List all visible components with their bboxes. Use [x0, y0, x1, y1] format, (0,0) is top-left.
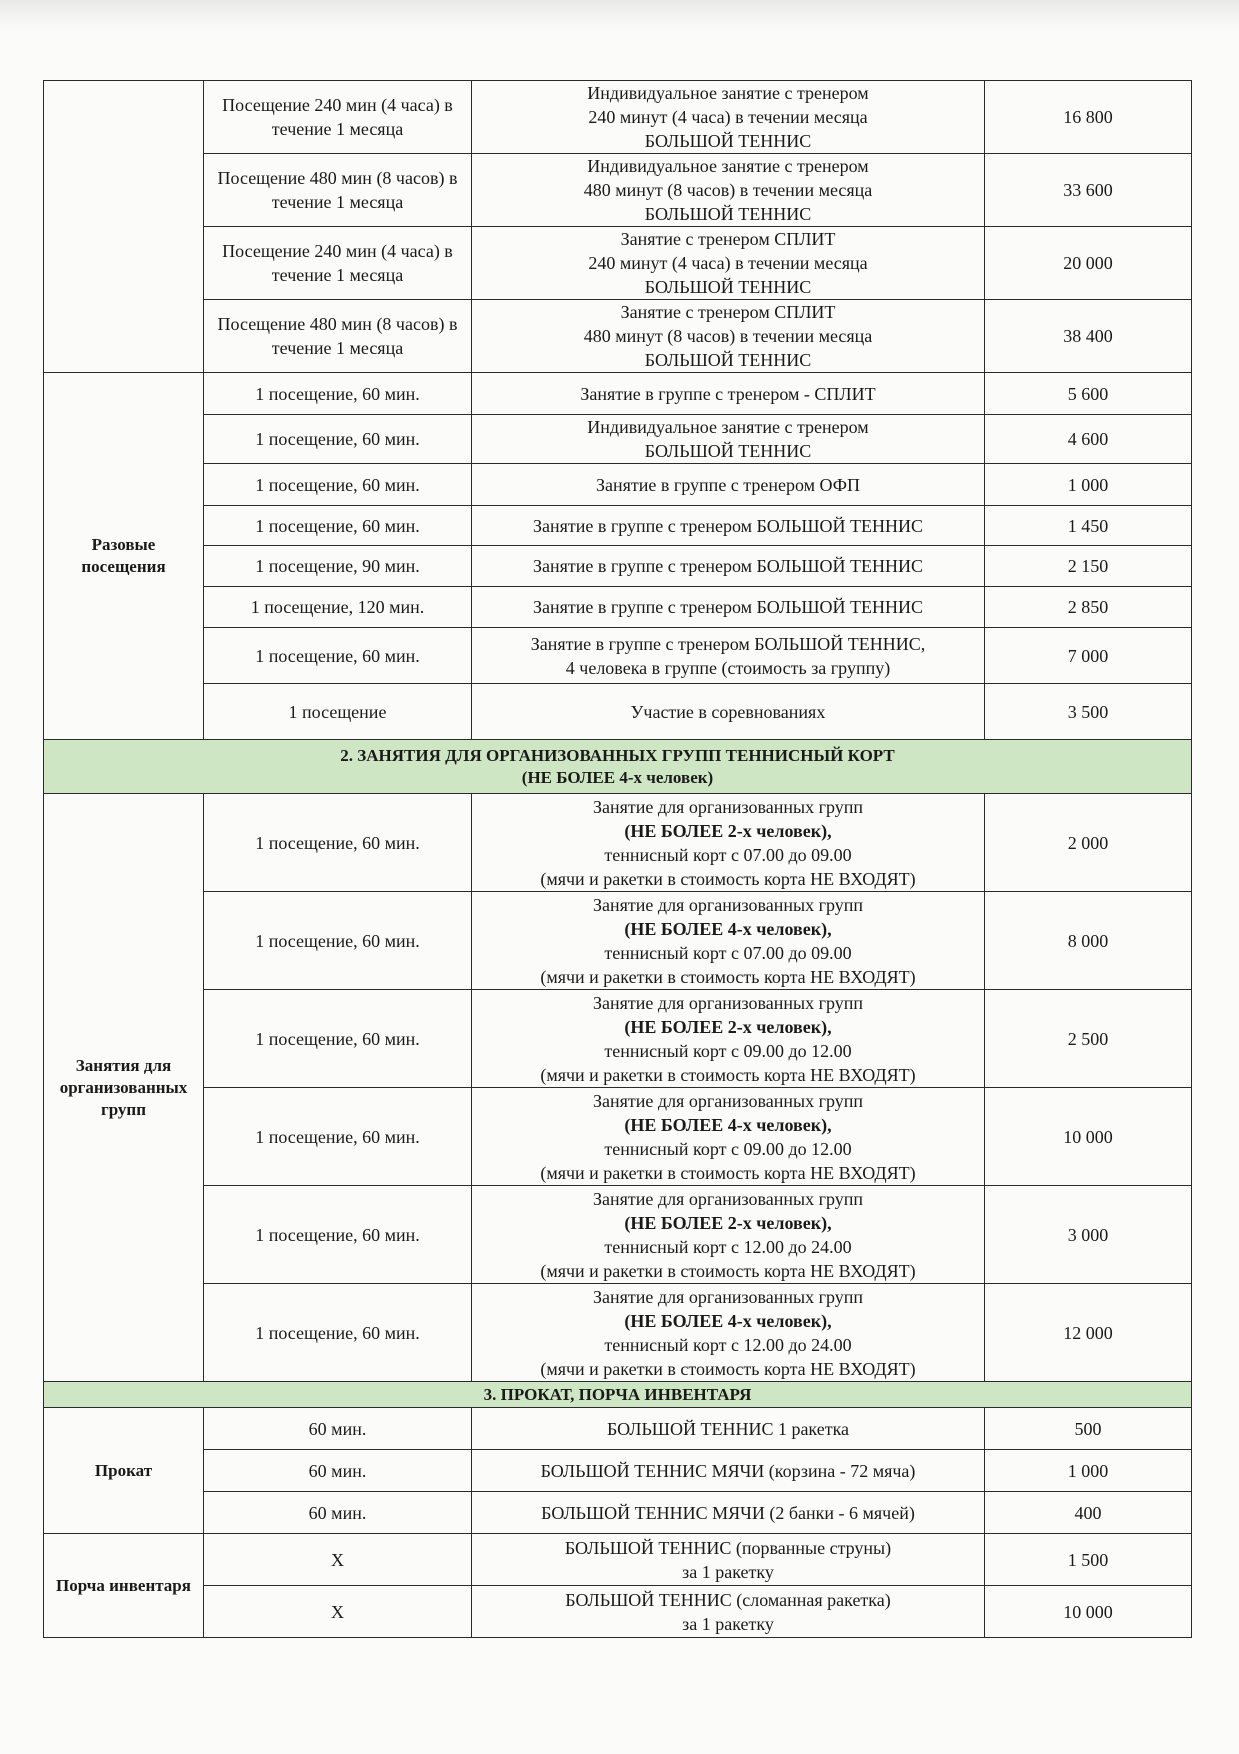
price-cell: 10 000 [985, 1088, 1192, 1186]
table-row [44, 1534, 1192, 1586]
duration-cell: 1 посещение, 60 мин. [204, 506, 472, 546]
table-row [44, 373, 1192, 415]
price-cell: 400 [985, 1492, 1192, 1534]
duration-cell: 1 посещение, 60 мин. [204, 415, 472, 464]
service-cell: БОЛЬШОЙ ТЕННИС (порванные струны) за 1 ракетку [472, 1534, 985, 1586]
price-cell: 1 000 [985, 464, 1192, 506]
table-row [44, 227, 1192, 300]
service-cell: Занятие для организованных групп (НЕ БОЛЕЕ 4-х человек), теннисный корт с 12.00 до 24.00 (мячи и ракетки в стоимость корта НЕ ВХОДЯТ) [472, 1284, 985, 1382]
duration-cell: 1 посещение, 60 мин. [204, 1186, 472, 1284]
table-row [44, 154, 1192, 227]
duration-cell: 60 мин. [204, 1492, 472, 1534]
service-cell: Занятие для организованных групп (НЕ БОЛЕЕ 2-х человек), теннисный корт с 09.00 до 12.00 (мячи и ракетки в стоимость корта НЕ ВХОДЯТ) [472, 990, 985, 1088]
price-cell: 8 000 [985, 892, 1192, 990]
service-cell: БОЛЬШОЙ ТЕННИС МЯЧИ (корзина - 72 мяча) [472, 1450, 985, 1492]
service-cell: БОЛЬШОЙ ТЕННИС 1 ракетка [472, 1408, 985, 1450]
category-damage: Порча инвентаря [44, 1534, 204, 1638]
service-cell: Занятие для организованных групп (НЕ БОЛЕЕ 2-х человек), теннисный корт с 07.00 до 09.00 (мячи и ракетки в стоимость корта НЕ ВХОДЯТ) [472, 794, 985, 892]
table-row [44, 1586, 1192, 1638]
duration-cell: Х [204, 1534, 472, 1586]
category-org-groups: Занятия для организованных групп [44, 794, 204, 1382]
duration-cell: 1 посещение, 60 мин. [204, 628, 472, 684]
category-cell-empty [44, 81, 204, 373]
table-row [44, 81, 1192, 154]
price-cell: 1 500 [985, 1534, 1192, 1586]
table-row [44, 415, 1192, 464]
duration-cell: 60 мин. [204, 1450, 472, 1492]
duration-cell: 1 посещение, 60 мин. [204, 1284, 472, 1382]
table-row [44, 1186, 1192, 1284]
service-cell: Индивидуальное занятие с тренером 480 минут (8 часов) в течении месяца БОЛЬШОЙ ТЕННИС [472, 154, 985, 227]
table-row [44, 1408, 1192, 1450]
duration-cell: 1 посещение, 60 мин. [204, 373, 472, 415]
service-cell: Занятие для организованных групп (НЕ БОЛЕЕ 2-х человек), теннисный корт с 12.00 до 24.00 (мячи и ракетки в стоимость корта НЕ ВХОДЯТ) [472, 1186, 985, 1284]
price-cell: 38 400 [985, 300, 1192, 373]
duration-cell: Посещение 240 мин (4 часа) в течение 1 месяца [204, 227, 472, 300]
duration-cell: 1 посещение, 90 мин. [204, 546, 472, 587]
service-cell: Занятие в группе с тренером БОЛЬШОЙ ТЕННИС, 4 человека в группе (стоимость за группу) [472, 628, 985, 684]
service-cell: Занятие для организованных групп (НЕ БОЛЕЕ 4-х человек), теннисный корт с 07.00 до 09.00 (мячи и ракетки в стоимость корта НЕ ВХОДЯТ) [472, 892, 985, 990]
service-cell: Занятие для организованных групп (НЕ БОЛЕЕ 4-х человек), теннисный корт с 09.00 до 12.00 (мячи и ракетки в стоимость корта НЕ ВХОДЯТ) [472, 1088, 985, 1186]
duration-cell: Посещение 480 мин (8 часов) в течение 1 месяца [204, 154, 472, 227]
table-row [44, 1492, 1192, 1534]
duration-cell: 1 посещение, 60 мин. [204, 794, 472, 892]
duration-cell: 60 мин. [204, 1408, 472, 1450]
duration-cell: 1 посещение, 60 мин. [204, 464, 472, 506]
service-cell: Занятие с тренером СПЛИТ 480 минут (8 часов) в течении месяца БОЛЬШОЙ ТЕННИС [472, 300, 985, 373]
section-header-3 [44, 1382, 1192, 1408]
service-cell: БОЛЬШОЙ ТЕННИС (сломанная ракетка) за 1 ракетку [472, 1586, 985, 1638]
price-cell: 2 000 [985, 794, 1192, 892]
service-cell: Участие в соревнованиях [472, 684, 985, 740]
category-single-visits: Разовые посещения [44, 373, 204, 740]
table-row [44, 892, 1192, 990]
price-cell: 2 150 [985, 546, 1192, 587]
table-row [44, 1284, 1192, 1382]
price-cell: 3 000 [985, 1186, 1192, 1284]
duration-cell: Посещение 480 мин (8 часов) в течение 1 месяца [204, 300, 472, 373]
price-cell: 12 000 [985, 1284, 1192, 1382]
price-cell: 4 600 [985, 415, 1192, 464]
table-row [44, 464, 1192, 506]
price-cell: 20 000 [985, 227, 1192, 300]
table-row [44, 506, 1192, 546]
price-cell: 1 450 [985, 506, 1192, 546]
service-cell: Занятие в группе с тренером - СПЛИТ [472, 373, 985, 415]
table-row [44, 990, 1192, 1088]
price-cell: 500 [985, 1408, 1192, 1450]
service-cell: Занятие в группе с тренером БОЛЬШОЙ ТЕННИС [472, 546, 985, 587]
price-table [43, 80, 1192, 1638]
duration-cell: Посещение 240 мин (4 часа) в течение 1 месяца [204, 81, 472, 154]
duration-cell: Х [204, 1586, 472, 1638]
section-title: 2. ЗАНЯТИЯ ДЛЯ ОРГАНИЗОВАННЫХ ГРУПП ТЕННИСНЫЙ КОРТ (НЕ БОЛЕЕ 4-х человек) [44, 740, 1192, 794]
service-cell: Индивидуальное занятие с тренером БОЛЬШОЙ ТЕННИС [472, 415, 985, 464]
service-cell: Занятие в группе с тренером ОФП [472, 464, 985, 506]
service-cell: Занятие с тренером СПЛИТ 240 минут (4 часа) в течении месяца БОЛЬШОЙ ТЕННИС [472, 227, 985, 300]
duration-cell: 1 посещение, 60 мин. [204, 1088, 472, 1186]
scan-top-shading [0, 0, 1239, 30]
table-row [44, 684, 1192, 740]
table-row [44, 628, 1192, 684]
price-cell: 5 600 [985, 373, 1192, 415]
price-cell: 7 000 [985, 628, 1192, 684]
service-cell: Индивидуальное занятие с тренером 240 минут (4 часа) в течении месяца БОЛЬШОЙ ТЕННИС [472, 81, 985, 154]
price-cell: 2 850 [985, 587, 1192, 628]
table-row [44, 587, 1192, 628]
section-title: 3. ПРОКАТ, ПОРЧА ИНВЕНТАРЯ [44, 1382, 1192, 1408]
price-cell: 3 500 [985, 684, 1192, 740]
duration-cell: 1 посещение, 120 мин. [204, 587, 472, 628]
price-cell: 2 500 [985, 990, 1192, 1088]
price-cell: 16 800 [985, 81, 1192, 154]
price-cell: 33 600 [985, 154, 1192, 227]
service-cell: Занятие в группе с тренером БОЛЬШОЙ ТЕННИС [472, 506, 985, 546]
duration-cell: 1 посещение, 60 мин. [204, 892, 472, 990]
duration-cell: 1 посещение, 60 мин. [204, 990, 472, 1088]
table-row [44, 300, 1192, 373]
table-row [44, 1088, 1192, 1186]
price-cell: 1 000 [985, 1450, 1192, 1492]
category-rental: Прокат [44, 1408, 204, 1534]
service-cell: Занятие в группе с тренером БОЛЬШОЙ ТЕННИС [472, 587, 985, 628]
table-row [44, 546, 1192, 587]
section-header-2 [44, 740, 1192, 794]
table-row [44, 1450, 1192, 1492]
duration-cell: 1 посещение [204, 684, 472, 740]
service-cell: БОЛЬШОЙ ТЕННИС МЯЧИ (2 банки - 6 мячей) [472, 1492, 985, 1534]
price-cell: 10 000 [985, 1586, 1192, 1638]
table-row [44, 794, 1192, 892]
